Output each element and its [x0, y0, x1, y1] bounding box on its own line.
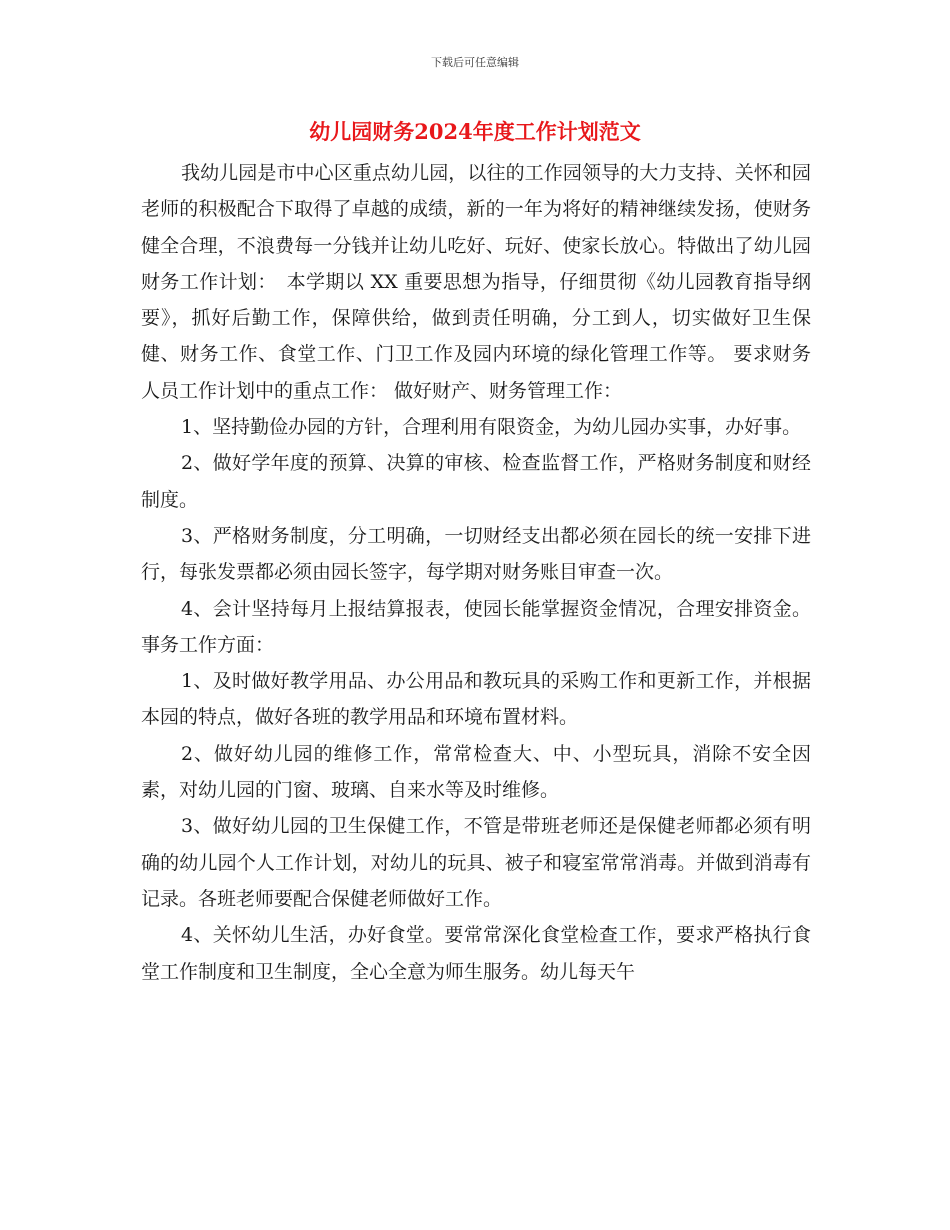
paragraph-finance-3: 3、严格财务制度，分工明确，一切财经支出都必须在园长的统一安排下进行，每张发票都必须由园长签字，每学期对财务账目审查一次。	[141, 524, 811, 584]
paragraph-finance-1: 1、坚持勤俭办园的方针，合理利用有限资金，为幼儿园办实事，办好事。	[181, 416, 802, 439]
paragraph-affairs-4: 4、关怀幼儿生活，办好食堂。要常常深化食堂检查工作，要求严格执行食堂工作制度和卫生制度，全心全意为师生服务。幼儿每天午	[141, 924, 811, 983]
paragraph-affairs-3: 3、做好幼儿园的卫生保健工作，不管是带班老师还是保健老师都必须有明确的幼儿园个人工作计划，对幼儿的玩具、被子和寝室常常消毒。并做到消毒有记录。各班老师要配合保健老师做好工作。	[141, 815, 811, 910]
paragraph-finance-4: 4、会计坚持每月上报结算报表，使园长能掌握资金情况，合理安排资金。 事务工作方面：	[141, 597, 811, 656]
document-title: 幼儿园财务2024年度工作计划范文	[309, 119, 641, 144]
document-body	[141, 155, 811, 990]
paragraph-intro: 我幼儿园是市中心区重点幼儿园，以往的工作园领导的大力支持、关怀和园老师的积极配合下取得了卓越的成绩，新的一年为将好的精神继续发扬，使财务健全合理，不浪费每一分钱并让幼儿吃好、玩好、使家长放心。特做出了幼儿园财务工作计划： 本学期以 XX 重要思想为指导，仔细贯彻《幼儿园教育指导纲要》，抓好后勤工作，保障供给，做到责任明确，分工到人，切实做好卫生保健、财务工作、食堂工作、门卫工作及园内环境的绿化管理工作等。 要求财务人员工作计划中的重点工作： 做好财产、财务管理工作：	[141, 162, 811, 402]
paragraph-finance-2: 2、做好学年度的预算、决算的审核、检查监督工作，严格财务制度和财经制度。	[141, 452, 811, 511]
paragraph-affairs-2: 2、做好幼儿园的维修工作，常常检查大、中、小型玩具，消除不安全因素，对幼儿园的门窗、玻璃、自来水等及时维修。	[141, 742, 811, 802]
paragraph-affairs-1: 1、及时做好教学用品、办公用品和教玩具的采购工作和更新工作，并根据本园的特点，做好各班的教学用品和环境布置材料。	[141, 670, 811, 729]
header-note: 下载后可任意编辑	[431, 56, 519, 69]
